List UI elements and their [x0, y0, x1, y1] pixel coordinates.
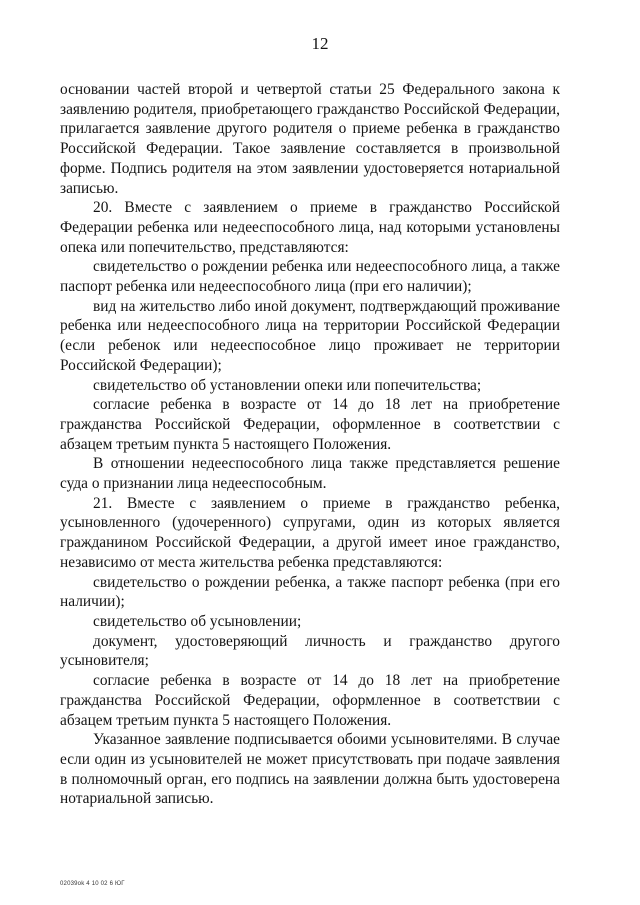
paragraph-signature-requirement: Указанное заявление подписывается обоими усыновителями. В случае если один из усыновителей не может присутствовать при подаче заявления в полномочный орган, его подпись на заявлении должна быть удостоверена нотариальной записью. [60, 731, 560, 808]
paragraph-item-20: 20. Вместе с заявлением о приеме в гражданство Российской Федерации ребенка или недееспособного лица, над которыми установлены опека или попечительство, представляются: [60, 199, 560, 256]
page-number: 12 [311, 34, 329, 53]
paragraph-adopter-identity: документ, удостоверяющий личность и гражданство другого усыновителя; [60, 632, 560, 670]
paragraph-child-consent: согласие ребенка в возрасте от 14 до 18 лет на приобретение гражданства Российской Федерации, оформленное в соответствии с абзацем третьим пункта 5 настоящего Положения. [60, 396, 560, 453]
paragraph-item-21: 21. Вместе с заявлением о приеме в гражданство ребенка, усыновленного (удочеренного) супругами, один из которых является гражданином Российской Федерации, а другой имеет иное гражданство, независимо от места жительства ребенка представляются: [60, 494, 560, 571]
paragraph-guardianship-certificate: свидетельство об установлении опеки или попечительства; [93, 376, 482, 394]
paragraph-residence-permit: вид на жительство либо иной документ, подтверждающий проживание ребенка или недееспособного лица на территории Российской Федерации (если ребенок или недееспособное лицо проживает не территории Российской Федерации); [60, 297, 560, 374]
document-body [60, 80, 560, 809]
paragraph-child-consent-adoption: согласие ребенка в возрасте от 14 до 18 лет на приобретение гражданства Российской Федерации, оформленное в соответствии с абзацем третьим пункта 5 настоящего Положения. [60, 672, 560, 729]
paragraph-continuation: основании частей второй и четвертой статьи 25 Федерального закона к заявлению родителя, приобретающего гражданство Российской Федерации, прилагается заявление другого родителя о приеме ребенка в гражданство Российской Федерации. Такое заявление составляется в произвольной форме. Подпись родителя на этом заявлении удостоверяется нотариальной записью. [60, 81, 560, 197]
paragraph-child-birth-certificate: свидетельство о рождении ребенка, а также паспорт ребенка (при его наличии); [60, 573, 560, 611]
paragraph-adoption-certificate: свидетельство об усыновлении; [93, 612, 302, 630]
footer-document-code: 02039ok 4 10 02 6 ЮГ [60, 881, 125, 887]
paragraph-birth-certificate: свидетельство о рождении ребенка или недееспособного лица, а также паспорт ребенка или недееспособного лица (при его наличии); [60, 258, 560, 296]
paragraph-court-decision: В отношении недееспособного лица также представляется решение суда о признании лица недееспособным. [60, 455, 560, 493]
